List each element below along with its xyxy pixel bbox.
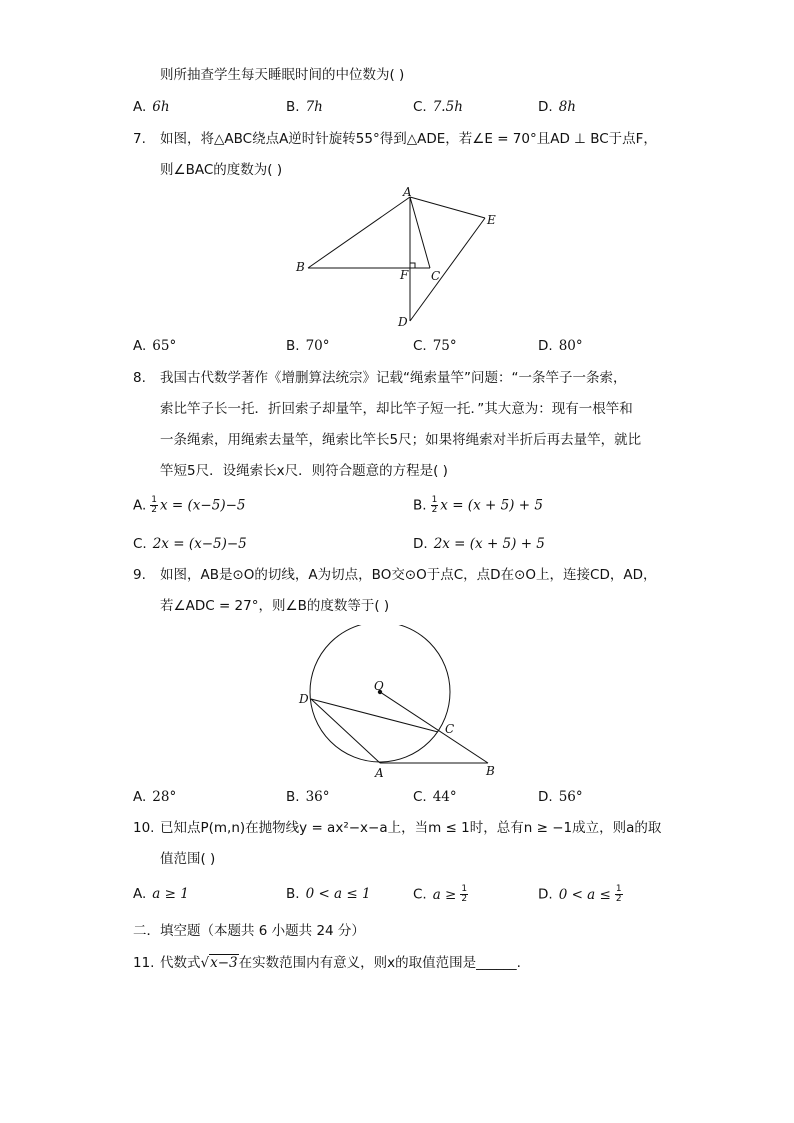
q11-before: 代数式 <box>160 955 201 971</box>
q6-option-a: A. 6h <box>133 99 170 115</box>
q6-option-c: C. 7.5h <box>413 99 463 115</box>
q7-option-c: C. 75° <box>413 338 457 354</box>
q7-label-a: A <box>403 185 412 199</box>
q8-number: 8. <box>133 370 146 386</box>
q10-option-a: A. a ≥ 1 <box>133 886 189 902</box>
q7-option-d: D. 80° <box>538 338 583 354</box>
q8-option-d: D. 2x = (x + 5) + 5 <box>413 536 545 552</box>
q11-radical: √x−3 <box>200 955 238 971</box>
q8-option-b-fraction: $\frac{1}{2}$ <box>431 495 438 515</box>
q11-number: 11. <box>133 955 155 971</box>
q8-option-a: A. $\frac{1}{2}$ x = (x−5)−5 <box>133 495 246 515</box>
q9-label-a: A <box>375 766 384 780</box>
q11-text <box>160 954 521 972</box>
q11-after: 在实数范围内有意义，则x的取值范围是______. <box>238 955 521 971</box>
q7-label-c: C <box>431 269 441 283</box>
q10-line1: 已知点P(m,n)在抛物线y = ax²−x−a上，当m ≤ 1时，总有n ≥ −1成立，则a的取 <box>160 820 662 836</box>
q8-option-a-fraction: $\frac{1}{2}$ <box>151 495 158 515</box>
q6-stem-tail: 则所抽查学生每天睡眠时间的中位数为( ) <box>160 67 405 83</box>
q7-option-b: B. 70° <box>286 338 330 354</box>
q8-option-b: B. $\frac{1}{2}$ x = (x + 5) + 5 <box>413 495 543 515</box>
q8-line3: 一条绳索，用绳索去量竿，绳索比竿长5尺；如果将绳索对半折后再去量竿，就比 <box>160 432 642 448</box>
q9-line1: 如图，AB是⊙O的切线，A为切点，BO交⊙O于点C，点D在⊙O上，连接CD，AD， <box>160 567 657 583</box>
q10-option-d: D. 0 < a ≤ $\frac{1}{2}$ <box>538 884 622 904</box>
q7-label-f: F <box>400 268 409 282</box>
q10-option-c: C. a ≥ $\frac{1}{2}$ <box>413 884 468 904</box>
q9-option-b: B. 36° <box>286 789 330 805</box>
q9-line2: 若∠ADC = 27°，则∠B的度数等于( ) <box>160 598 390 614</box>
q9-option-a: A. 28° <box>133 789 177 805</box>
q10-number: 10. <box>133 820 155 836</box>
q9-figure <box>290 625 510 785</box>
q9-option-c: C. 44° <box>413 789 457 805</box>
q7-option-a: A. 65° <box>133 338 177 354</box>
q10-option-c-fraction: $\frac{1}{2}$ <box>461 884 468 904</box>
q8-line1: 我国古代数学著作《增删算法统宗》记载“绳索量竿”问题：“一条竿子一条索， <box>160 370 627 386</box>
q7-number: 7. <box>133 131 146 147</box>
q9-number: 9. <box>133 567 146 583</box>
q9-label-d: D <box>299 692 309 706</box>
q9-label-c: C <box>445 722 455 736</box>
q6-option-b: B. 7h <box>286 99 323 115</box>
q7-label-d: D <box>398 315 408 329</box>
q6-option-d: D. 8h <box>538 99 576 115</box>
q10-option-d-fraction: $\frac{1}{2}$ <box>615 884 622 904</box>
q10-line2: 值范围( ) <box>160 851 216 867</box>
q7-figure <box>280 185 520 333</box>
q9-label-o: O <box>374 679 384 693</box>
q9-label-b: B <box>486 764 495 778</box>
q7-label-b: B <box>296 260 305 274</box>
q9-option-d: D. 56° <box>538 789 583 805</box>
q10-option-b: B. 0 < a ≤ 1 <box>286 886 371 902</box>
q7-label-e: E <box>487 213 496 227</box>
section-heading-fill-in: 二．填空题（本题共 6 小题共 24 分） <box>133 923 365 939</box>
q8-line2: 索比竿子长一托．折回索子却量竿，却比竿子短一托．”其大意为：现有一根竿和 <box>160 401 633 417</box>
q7-line2: 则∠BAC的度数为( ) <box>160 162 283 178</box>
q7-line1: 如图，将△ABC绕点A逆时针旋转55°得到△ADE，若∠E = 70°且AD ⊥ BC于点F， <box>160 131 657 147</box>
q8-option-c: C. 2x = (x−5)−5 <box>133 536 247 552</box>
q8-line4: 竿短5尺．设绳索长x尺．则符合题意的方程是( ) <box>160 463 448 479</box>
